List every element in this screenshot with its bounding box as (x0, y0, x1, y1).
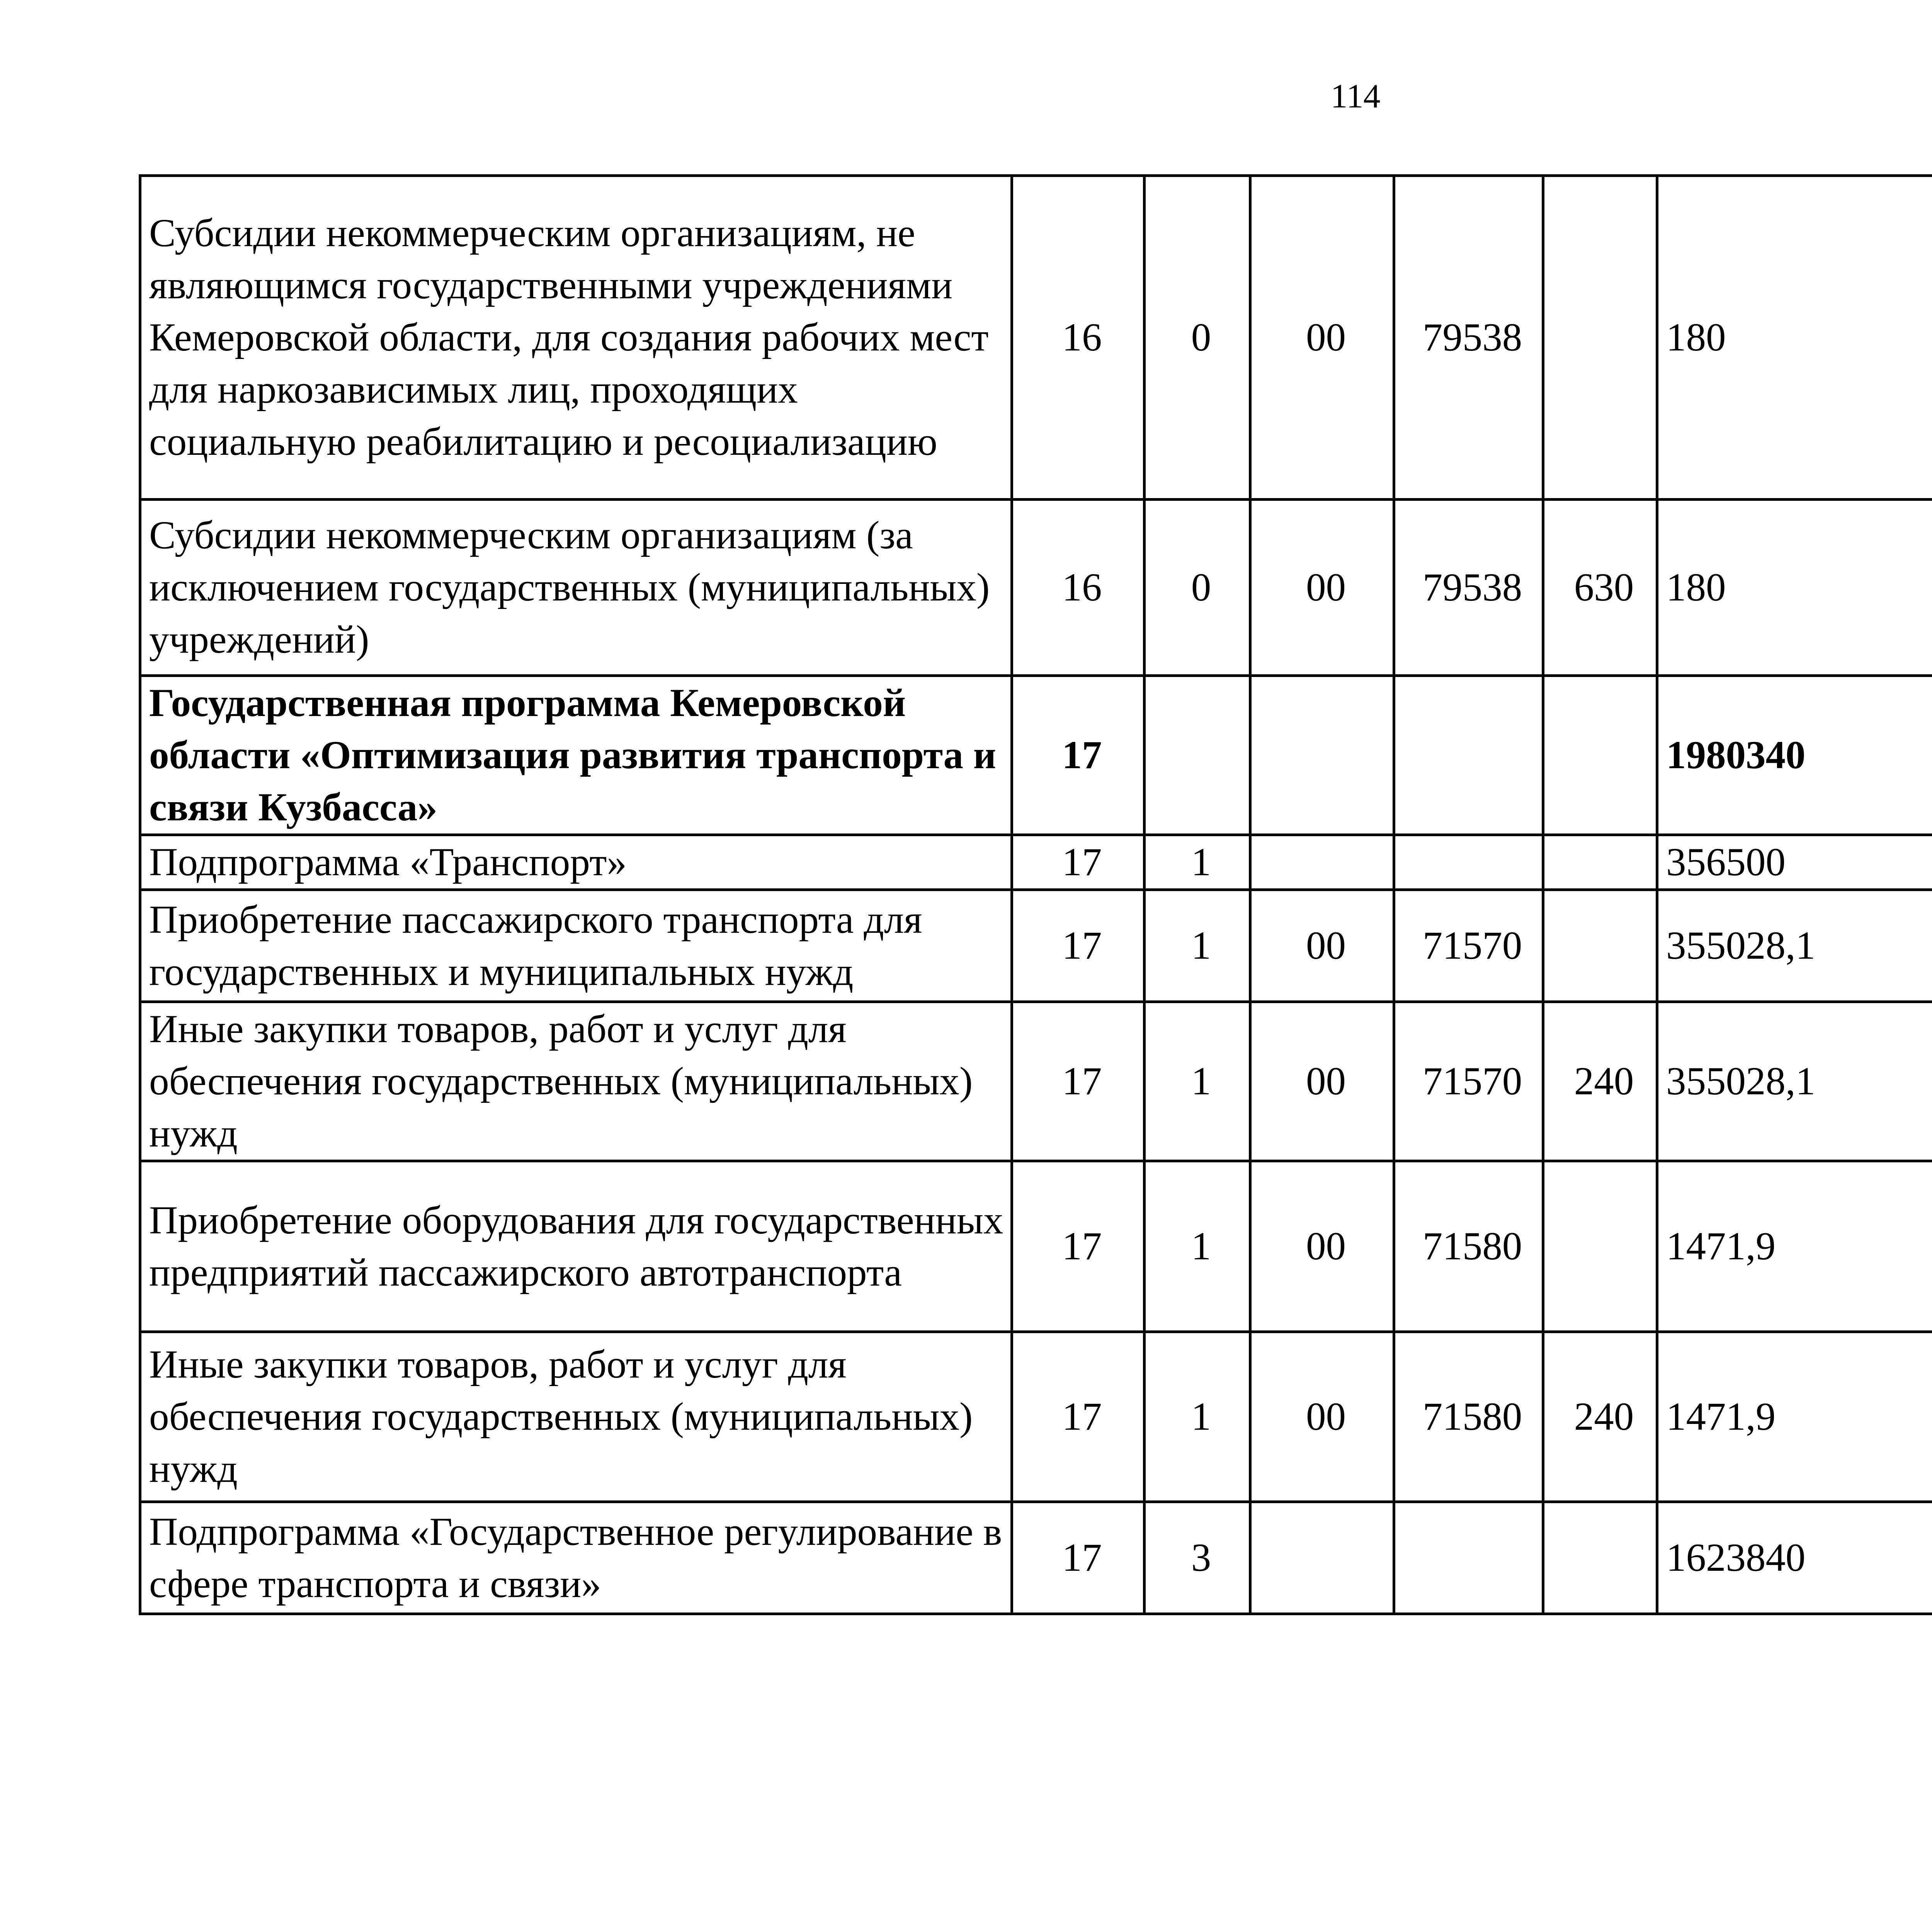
category-code-cell (1543, 835, 1657, 890)
subprogram-code-cell: 1 (1145, 1332, 1250, 1502)
direction-code-cell (1250, 835, 1394, 890)
expense-code-cell (1394, 676, 1543, 835)
sum-year1-cell: 180 (1657, 176, 1932, 500)
subprogram-code-cell: 0 (1145, 176, 1250, 500)
subprogram-code-cell: 1 (1145, 1002, 1250, 1161)
expense-code-cell (1394, 835, 1543, 890)
category-code-cell: 240 (1543, 1332, 1657, 1502)
table-row (140, 676, 1932, 835)
program-code-cell: 17 (1012, 1002, 1145, 1161)
program-code-cell: 17 (1012, 676, 1145, 835)
row-name-cell: Подпрограмма «Транспорт» (140, 835, 1012, 890)
category-code-cell: 240 (1543, 1002, 1657, 1161)
row-name-cell: Подпрограмма «Государственное регулирование в сфере транспорта и связи» (140, 1502, 1012, 1614)
row-name-cell: Иные закупки товаров, работ и услуг для обеспечения государственных (муниципальных) нужд (140, 1002, 1012, 1161)
direction-code-cell: 00 (1250, 890, 1394, 1002)
budget-table (139, 174, 1932, 1615)
row-name-cell: Государственная программа Кемеровской области «Оптимизация развития транспорта и связи Кузбасса» (140, 676, 1012, 835)
subprogram-code-cell: 1 (1145, 890, 1250, 1002)
row-name-cell: Субсидии некоммерческим организациям (за исключением государственных (муниципальных) учреждений) (140, 500, 1012, 676)
expense-code-cell: 79538 (1394, 176, 1543, 500)
program-code-cell: 16 (1012, 176, 1145, 500)
program-code-cell: 16 (1012, 500, 1145, 676)
category-code-cell: 630 (1543, 500, 1657, 676)
program-code-cell: 17 (1012, 890, 1145, 1002)
subprogram-code-cell: 1 (1145, 1161, 1250, 1332)
expense-code-cell: 71570 (1394, 890, 1543, 1002)
direction-code-cell: 00 (1250, 1332, 1394, 1502)
table-row (140, 1502, 1932, 1614)
row-name-cell: Субсидии некоммерческим организациям, не являющимся государственными учреждениями Кемеровской области, для создания рабочих мест для наркозависимых лиц, проходящих социальную реабилитацию и ресоциализацию (140, 176, 1012, 500)
category-code-cell (1543, 1161, 1657, 1332)
table-row (140, 835, 1932, 890)
subprogram-code-cell: 1 (1145, 835, 1250, 890)
table-row (140, 500, 1932, 676)
sum-year1-cell: 356500 (1657, 835, 1932, 890)
program-code-cell: 17 (1012, 1502, 1145, 1614)
table-row (140, 1161, 1932, 1332)
program-code-cell: 17 (1012, 1161, 1145, 1332)
expense-code-cell: 79538 (1394, 500, 1543, 676)
category-code-cell (1543, 890, 1657, 1002)
category-code-cell (1543, 1502, 1657, 1614)
program-code-cell: 17 (1012, 1332, 1145, 1502)
table-row (140, 1002, 1932, 1161)
subprogram-code-cell: 3 (1145, 1502, 1250, 1614)
direction-code-cell: 00 (1250, 176, 1394, 500)
direction-code-cell (1250, 676, 1394, 835)
direction-code-cell: 00 (1250, 500, 1394, 676)
program-code-cell: 17 (1012, 835, 1145, 890)
category-code-cell (1543, 676, 1657, 835)
sum-year1-cell: 355028,1 (1657, 1002, 1932, 1161)
sum-year1-cell: 1471,9 (1657, 1161, 1932, 1332)
table-row (140, 176, 1932, 500)
subprogram-code-cell: 0 (1145, 500, 1250, 676)
sum-year1-cell: 1980340 (1657, 676, 1932, 835)
row-name-cell: Иные закупки товаров, работ и услуг для обеспечения государственных (муниципальных) нужд (140, 1332, 1012, 1502)
subprogram-code-cell (1145, 676, 1250, 835)
expense-code-cell: 71580 (1394, 1161, 1543, 1332)
table-row (140, 1332, 1932, 1502)
sum-year1-cell: 1471,9 (1657, 1332, 1932, 1502)
page-number: 114 (1330, 78, 1381, 115)
direction-code-cell (1250, 1502, 1394, 1614)
row-name-cell: Приобретение пассажирского транспорта для государственных и муниципальных нужд (140, 890, 1012, 1002)
sum-year1-cell: 355028,1 (1657, 890, 1932, 1002)
expense-code-cell: 71580 (1394, 1332, 1543, 1502)
sum-year1-cell: 180 (1657, 500, 1932, 676)
expense-code-cell (1394, 1502, 1543, 1614)
direction-code-cell: 00 (1250, 1002, 1394, 1161)
direction-code-cell: 00 (1250, 1161, 1394, 1332)
table-row (140, 890, 1932, 1002)
category-code-cell (1543, 176, 1657, 500)
sum-year1-cell: 1623840 (1657, 1502, 1932, 1614)
row-name-cell: Приобретение оборудования для государственных предприятий пассажирского автотранспорта (140, 1161, 1012, 1332)
expense-code-cell: 71570 (1394, 1002, 1543, 1161)
